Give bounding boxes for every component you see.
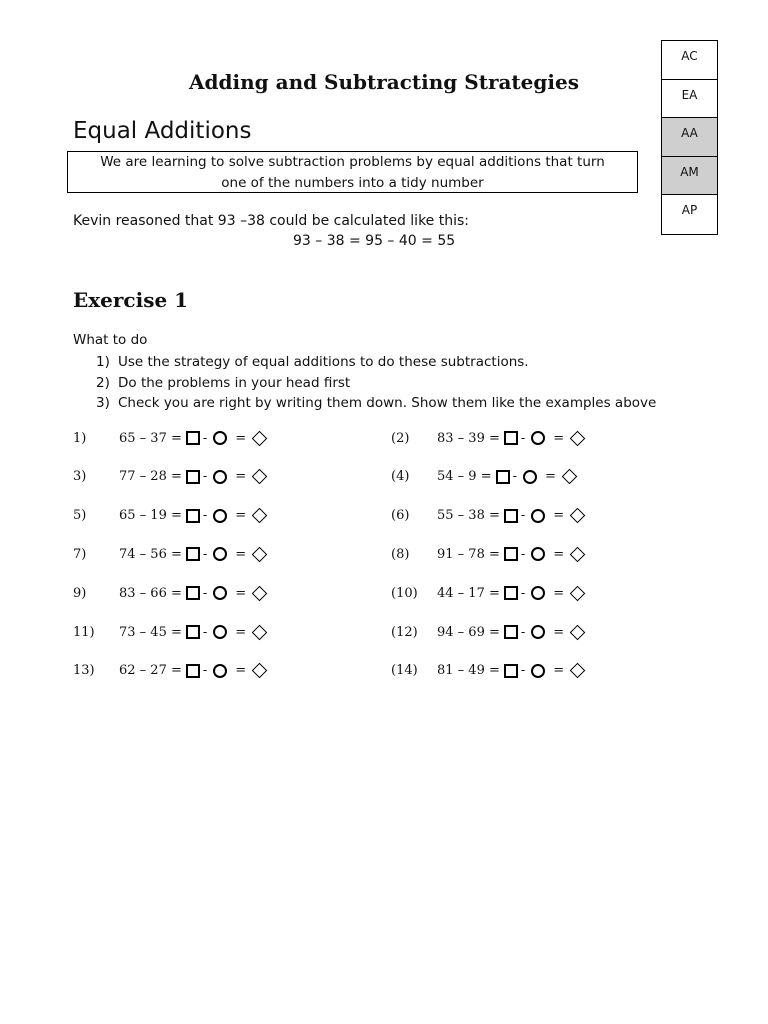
equals-sign: = (235, 546, 247, 562)
problem-item (391, 622, 583, 642)
equals-sign: = (553, 585, 565, 601)
diamond-icon (252, 469, 268, 485)
what-to-do-label: What to do (73, 332, 148, 348)
minus-sign: - (520, 508, 526, 524)
objective-line-2: one of the numbers into a tidy number (221, 175, 484, 191)
minus-sign: - (202, 624, 208, 640)
equals-sign: = (235, 508, 247, 524)
diamond-icon (252, 508, 268, 524)
circle-icon (213, 586, 227, 600)
equals-sign: = (553, 624, 565, 640)
circle-icon (531, 509, 545, 523)
problem-item (391, 467, 575, 487)
problem-expression: 81 – 49 = (437, 663, 500, 679)
circle-icon (531, 586, 545, 600)
problem-number: (6) (391, 508, 410, 524)
problem-number: 3) (73, 469, 87, 485)
problem-item (73, 583, 265, 603)
square-icon (186, 509, 200, 523)
diamond-icon (562, 469, 578, 485)
diamond-icon (252, 430, 268, 446)
problem-expression: 74 – 56 = (119, 546, 182, 562)
minus-sign: - (202, 430, 208, 446)
equals-sign: = (553, 508, 565, 524)
problem-item (73, 506, 265, 526)
circle-icon (531, 431, 545, 445)
square-icon (186, 586, 200, 600)
circle-icon (213, 625, 227, 639)
equals-sign: = (553, 663, 565, 679)
stage-cell-am: AM (662, 157, 717, 196)
equals-sign: = (235, 469, 247, 485)
minus-sign: - (202, 469, 208, 485)
stage-cell-aa: AA (662, 118, 717, 157)
problem-item (73, 544, 265, 564)
equals-sign: = (235, 585, 247, 601)
problem-expression: 83 – 66 = (119, 585, 182, 601)
problem-item (73, 622, 265, 642)
minus-sign: - (202, 663, 208, 679)
diamond-icon (570, 508, 586, 524)
problem-item (391, 506, 583, 526)
square-icon (504, 586, 518, 600)
objective-line-1: We are learning to solve subtraction problems by equal additions that turn (100, 154, 605, 170)
problem-number: (10) (391, 585, 418, 601)
circle-icon (531, 625, 545, 639)
problem-expression: 55 – 38 = (437, 508, 500, 524)
square-icon (186, 547, 200, 561)
stage-cell-ap: AP (681, 203, 698, 218)
problem-item (391, 544, 583, 564)
problem-expression: 65 – 37 = (119, 430, 182, 446)
minus-sign: - (520, 624, 526, 640)
equals-sign: = (545, 469, 556, 485)
instruction-step: 2) Do the problems in your head first (96, 374, 351, 391)
problem-item (391, 661, 583, 681)
problem-number: (12) (391, 624, 418, 640)
problem-expression: 83 – 39 = (437, 430, 500, 446)
square-icon (504, 509, 518, 523)
equals-sign: = (553, 546, 565, 562)
square-icon (186, 470, 200, 484)
square-icon (186, 431, 200, 445)
problem-number: 9) (73, 585, 87, 601)
problem-expression: 77 – 28 = (119, 469, 182, 485)
minus-sign: - (202, 546, 208, 562)
problem-number: 1) (73, 430, 87, 446)
square-icon (504, 664, 518, 678)
page-title: Adding and Subtracting Strategies (189, 70, 579, 94)
problem-number: (4) (391, 469, 410, 485)
diamond-icon (570, 430, 586, 446)
stage-cell-ac: AC (662, 41, 717, 80)
square-icon (186, 625, 200, 639)
example-working: 93 – 38 = 95 – 40 = 55 (293, 233, 456, 249)
problem-item (73, 428, 265, 448)
problem-expression: 54 – 9 = (437, 469, 492, 485)
problem-expression: 91 – 78 = (437, 546, 500, 562)
problem-expression: 94 – 69 = (437, 624, 500, 640)
circle-icon (531, 547, 545, 561)
diamond-icon (252, 547, 268, 563)
square-icon (504, 625, 518, 639)
problem-number: 11) (73, 624, 95, 640)
problem-number: 7) (73, 546, 87, 562)
problem-item (391, 428, 583, 448)
diamond-icon (252, 624, 268, 640)
problem-expression: 44 – 17 = (437, 585, 500, 601)
circle-icon (523, 470, 537, 484)
problem-expression: 62 – 27 = (119, 663, 182, 679)
equals-sign: = (553, 430, 565, 446)
circle-icon (213, 664, 227, 678)
problem-number: (2) (391, 430, 410, 446)
diamond-icon (252, 663, 268, 679)
problem-item (391, 583, 583, 603)
equals-sign: = (235, 624, 247, 640)
problem-item (73, 467, 265, 487)
instruction-step: 3) Check you are right by writing them down. Show them like the examples above (96, 395, 657, 411)
circle-icon (213, 431, 227, 445)
circle-icon (531, 664, 545, 678)
minus-sign: - (520, 430, 526, 446)
learning-objective-box (67, 151, 638, 193)
minus-sign: - (202, 585, 208, 601)
problem-number: 13) (73, 663, 95, 679)
minus-sign: - (520, 546, 526, 562)
circle-icon (213, 470, 227, 484)
problem-number: (14) (391, 663, 418, 679)
instruction-step: 1) Use the strategy of equal additions to do these subtractions. (96, 354, 529, 370)
section-heading: Equal Additions (73, 118, 252, 144)
instruction-steps (96, 352, 656, 414)
exercise-heading: Exercise 1 (73, 288, 189, 312)
problem-expression: 73 – 45 = (119, 624, 182, 640)
minus-sign: - (520, 663, 526, 679)
diamond-icon (570, 585, 586, 601)
stage-cell-ea: EA (662, 80, 717, 119)
diamond-icon (570, 663, 586, 679)
square-icon (504, 431, 518, 445)
problem-expression: 65 – 19 = (119, 508, 182, 524)
equals-sign: = (235, 663, 247, 679)
circle-icon (213, 547, 227, 561)
problem-number: 5) (73, 508, 87, 524)
diamond-icon (252, 585, 268, 601)
minus-sign: - (520, 585, 526, 601)
equals-sign: = (235, 430, 247, 446)
square-icon (504, 547, 518, 561)
problem-number: (8) (391, 546, 410, 562)
minus-sign: - (512, 469, 518, 485)
example-intro: Kevin reasoned that 93 –38 could be calculated like this: (73, 213, 469, 229)
square-icon (496, 470, 510, 484)
circle-icon (213, 509, 227, 523)
diamond-icon (570, 547, 586, 563)
diamond-icon (570, 624, 586, 640)
problem-item (73, 661, 265, 681)
minus-sign: - (202, 508, 208, 524)
square-icon (186, 664, 200, 678)
